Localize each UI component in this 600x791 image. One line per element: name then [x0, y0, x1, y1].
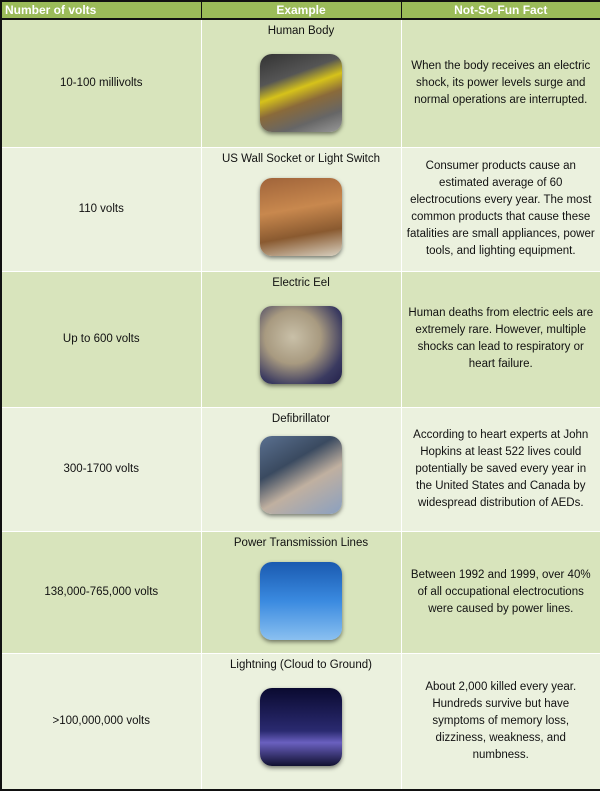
example-title: US Wall Socket or Light Switch — [221, 152, 381, 165]
example-cell — [201, 531, 401, 653]
example-cell — [201, 271, 401, 407]
header-volts: Number of volts — [1, 1, 201, 19]
fact-cell: When the body receives an electric shock, its power levels surge and normal operations are interrupted. — [401, 19, 600, 147]
volts-cell: 10-100 millivolts — [1, 19, 201, 147]
header-example: Example — [201, 1, 401, 19]
table-row — [1, 407, 600, 531]
example-title: Human Body — [267, 25, 335, 37]
example-cell — [201, 407, 401, 531]
example-title: Power Transmission Lines — [233, 536, 369, 549]
fact-cell: Human deaths from electric eels are extremely rare. However, multiple shocks can lead to respiratory or heart failure. — [401, 271, 600, 407]
fact-cell: Consumer products cause an estimated average of 60 electrocutions every year. The most common products that cause these fatalities are small appliances, power tools, and lighting equipment. — [401, 147, 600, 271]
volts-cell: Up to 600 volts — [1, 271, 201, 407]
header-row — [1, 1, 600, 19]
fact-cell: About 2,000 killed every year. Hundreds survive but have symptoms of memory loss, dizziness, weakness, and numbness. — [401, 653, 600, 790]
volts-cell: 138,000-765,000 volts — [1, 531, 201, 653]
example-title: Electric Eel — [272, 276, 330, 289]
example-cell — [201, 19, 401, 147]
defibrillator-image — [260, 436, 342, 514]
header-fact: Not-So-Fun Fact — [401, 1, 600, 19]
power-lines-image — [260, 562, 342, 640]
table-row — [1, 531, 600, 653]
electric-eel-image — [260, 306, 342, 384]
example-title: Lightning (Cloud to Ground) — [230, 658, 372, 671]
fact-cell: According to heart experts at John Hopkins at least 522 lives could potentially be saved every year in the United States and Canada by widespread distribution of AEDs. — [401, 407, 600, 531]
runner-image — [260, 54, 342, 132]
example-cell — [201, 147, 401, 271]
volts-cell: >100,000,000 volts — [1, 653, 201, 790]
power-strip-image — [260, 178, 342, 256]
table-row — [1, 147, 600, 271]
fact-cell: Between 1992 and 1999, over 40% of all occupational electrocutions were caused by power lines. — [401, 531, 600, 653]
table-row — [1, 653, 600, 790]
table-row — [1, 271, 600, 407]
example-title: Defibrillator — [271, 412, 331, 425]
volts-cell: 300-1700 volts — [1, 407, 201, 531]
table-row — [1, 19, 600, 147]
example-cell — [201, 653, 401, 790]
lightning-image — [260, 688, 342, 766]
volts-cell: 110 volts — [1, 147, 201, 271]
